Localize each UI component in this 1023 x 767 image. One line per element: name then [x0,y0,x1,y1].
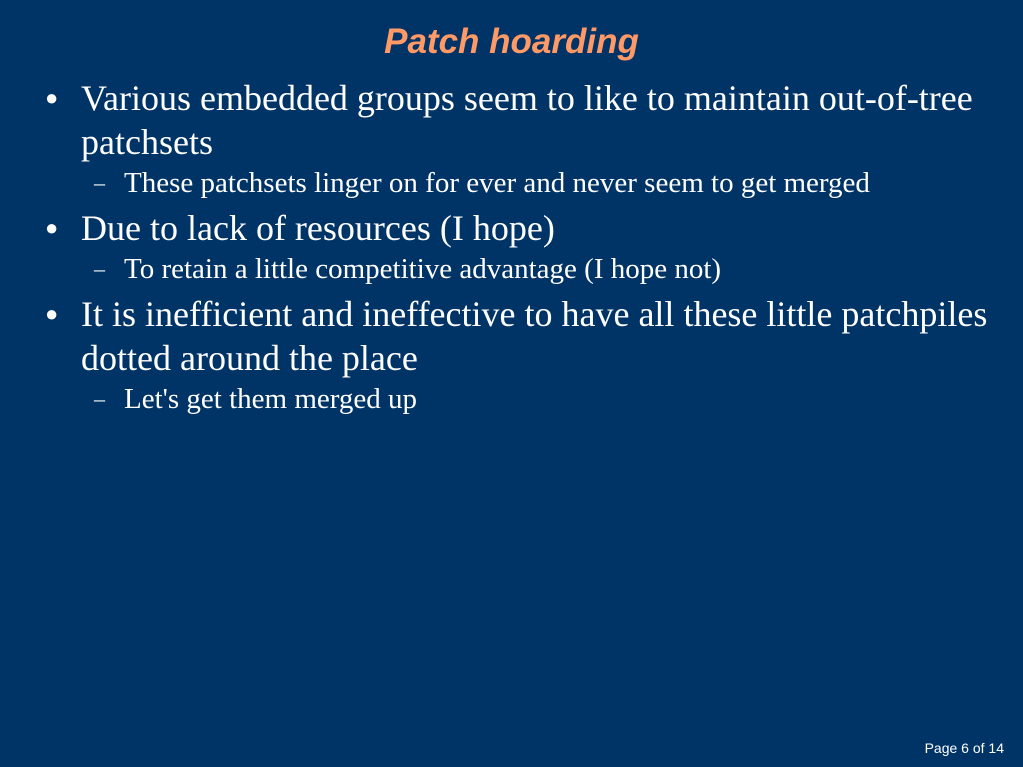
bullet-marker-icon: ● [45,215,59,240]
bullet-marker-icon: ● [45,301,59,326]
bullet-point [35,76,1003,164]
page-number: Page 6 of 14 [924,740,1004,756]
sub-bullet-point [35,164,1003,202]
bullet-item-2 [35,206,1003,288]
slide-title: Patch hoarding [384,22,639,61]
bullet-text: It is inefficient and ineffective to have all these little patchpiles dotted around the place [81,294,988,378]
bullet-item-3 [35,292,1003,418]
bullet-text: Various embedded groups seem to like to maintain out-of-tree patchsets [81,78,973,162]
sub-bullet-point [35,250,1003,288]
bullet-marker-icon: ● [45,85,59,110]
bullet-item-1 [35,76,1003,202]
dash-marker-icon: – [94,256,105,281]
dash-marker-icon: – [94,170,105,195]
dash-marker-icon: – [94,386,105,411]
sub-bullet-text: To retain a little competitive advantage (I hope not) [124,253,722,285]
sub-bullet-text: Let's get them merged up [124,383,418,415]
sub-bullet-point [35,380,1003,418]
sub-bullet-text: These patchsets linger on for ever and never seem to get merged [124,167,870,199]
bullet-text: Due to lack of resources (I hope) [81,208,555,248]
slide-content [35,76,1003,418]
bullet-point [35,206,1003,250]
bullet-point [35,292,1003,380]
